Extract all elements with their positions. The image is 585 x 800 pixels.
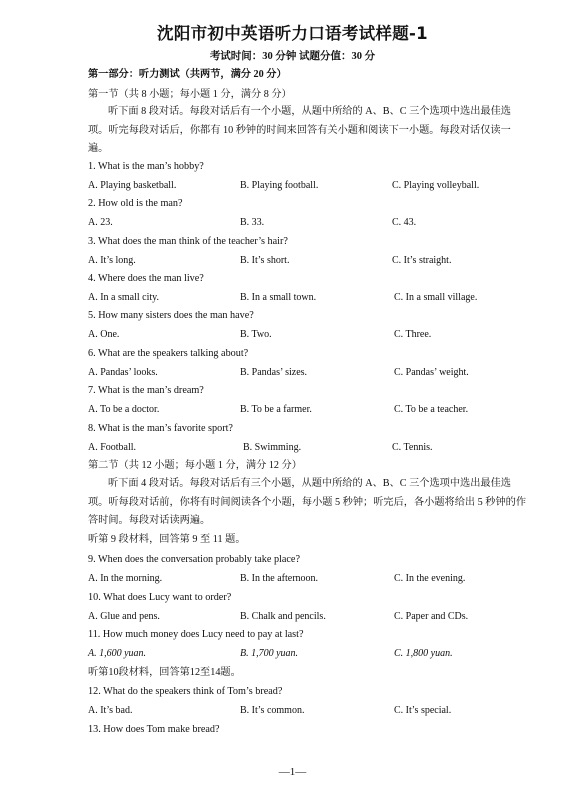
option-b: B. Pandas’ sizes. [240,367,308,378]
question-text: 13. How does Tom make bread? [88,724,220,735]
option-a: A. In the morning. [88,573,163,584]
question-text: 2. How old is the man? [88,198,183,209]
question-text: 12. What do the speakers think of Tom’s bread? [88,686,283,697]
section1-heading: 第一节（共 8 小题；每小题 1 分，满分 8 分） [88,89,292,100]
page-number: —1— [278,766,307,778]
option-c: C. 43. [392,217,417,228]
option-c: C. Tennis. [392,442,433,453]
option-a: A. To be a doctor. [88,404,160,415]
question-text: 6. What are the speakers talking about? [88,348,249,359]
option-a: A. Pandas’ looks. [88,367,158,378]
option-c: C. 1,800 yuan. [394,648,453,659]
section2-instruction: 听下面 4 段对话。每段对话后有三个小题，从题中所给的 A、B、C 三个选项中选出最佳选项。听每段对话前，你将有时间阅读各个小题，每小题 5 秒钟；听完后，各小题将给出 5 秒钟的作答时间。每段对话读两遍。 [88,478,527,527]
option-b: B. It’s short. [240,255,290,266]
option-b: B. To be a farmer. [240,404,312,415]
question-text: 8. What is the man’s favorite sport? [88,423,233,434]
material-10-instruction: 听第10段材料，回答第12至14题。 [88,667,241,678]
option-b: B. Swimming. [243,442,302,453]
option-a: A. Glue and pens. [88,611,160,622]
option-c: C. Paper and CDs. [394,611,469,622]
option-b: B. In a small town. [240,292,317,303]
option-a: A. Playing basketball. [88,180,177,191]
option-c: C. In the evening. [394,573,466,584]
question-text: 4. Where does the man live? [88,273,204,284]
question-text: 5. How many sisters does the man have? [88,310,254,321]
exam-info: 考试时间：30 分钟 试题分值：30 分 [209,51,376,62]
option-c: C. Playing volleyball. [392,180,480,191]
option-a: A. It’s bad. [88,705,133,716]
option-b: B. In the afternoon. [240,573,319,584]
option-a: A. 1,600 yuan. [88,648,147,659]
material-9-instruction: 听第 9 段材料，回答第 9 至 11 题。 [88,534,246,545]
option-a: A. 23. [88,217,113,228]
option-b: B. 1,700 yuan. [240,648,299,659]
option-c: C. To be a teacher. [394,404,469,415]
option-b: B. Playing football. [240,180,319,191]
question-text: 1. What is the man’s hobby? [88,161,204,172]
option-c: C. Three. [394,329,432,340]
question-text: 10. What does Lucy want to order? [88,592,232,603]
option-c: C. Pandas’ weight. [394,367,469,378]
option-a: A. It’s long. [88,255,136,266]
question-text: 7. What is the man’s dream? [88,385,204,396]
question-text: 9. When does the conversation probably take place? [88,554,300,565]
option-c: C. It’s special. [394,705,452,716]
option-b: B. Two. [240,329,272,340]
option-c: C. It’s straight. [392,255,452,266]
page-title: 沈阳市初中英语听力口语考试样题-1 [157,24,428,43]
option-b: B. It’s common. [240,705,305,716]
option-a: A. One. [88,329,120,340]
section2-heading: 第二节（共 12 小题；每小题 1 分，满分 12 分） [88,460,302,471]
option-a: A. In a small city. [88,292,160,303]
question-text: 11. How much money does Lucy need to pay at last? [88,629,304,640]
section1-instruction: 听下面 8 段对话。每段对话后有一个小题，从题中所给的 A、B、C 三个选项中选出最佳选项。听完每段对话后，你都有 10 秒钟的时间来回答有关小题和阅读下一小题。每段对话仅读一遍。 [88,106,511,155]
option-b: B. Chalk and pencils. [240,611,326,622]
part1-heading: 第一部分：听力测试（共两节，满分 20 分） [88,69,287,80]
option-a: A. Football. [88,442,137,453]
option-c: C. In a small village. [394,292,478,303]
option-b: B. 33. [240,217,265,228]
question-text: 3. What does the man think of the teacher’s hair? [88,236,288,247]
